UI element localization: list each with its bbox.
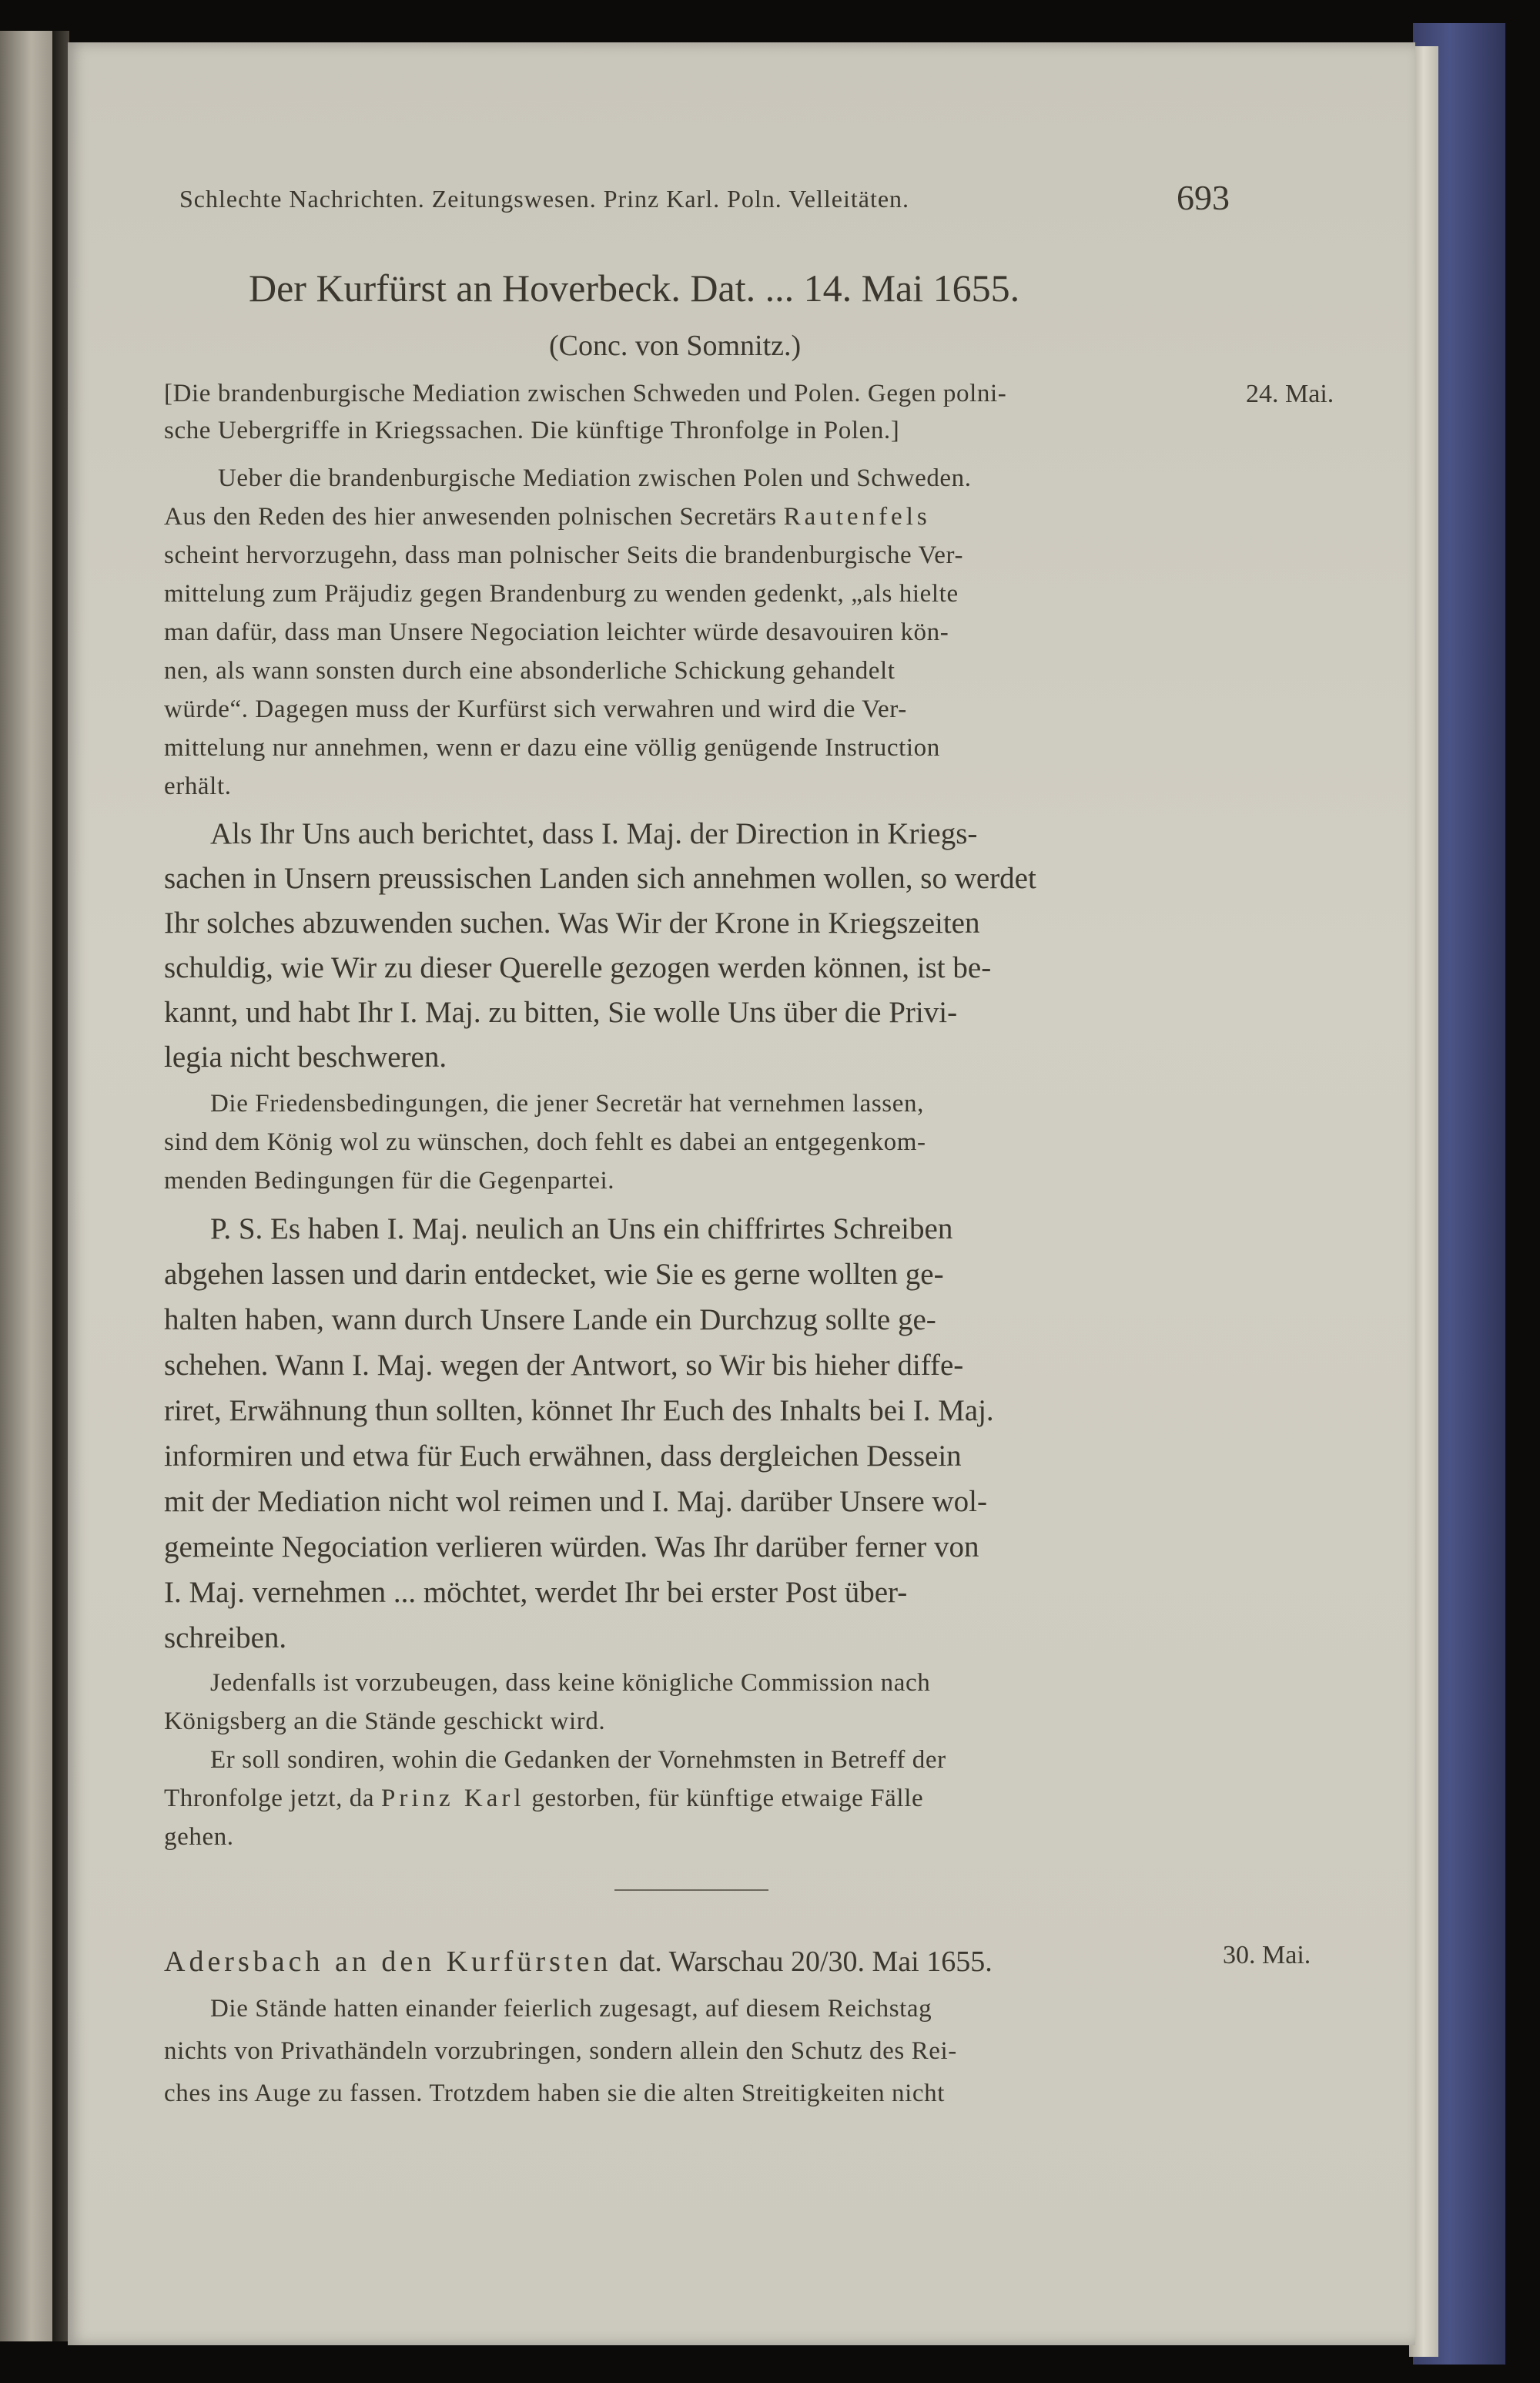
letter-title: Der Kurfürst an Hoverbeck. Dat. ... 14. Mai 1655. — [249, 266, 1020, 310]
text-line: legia nicht beschweren. — [164, 1041, 447, 1074]
letter-date: dat. Warschau 20/30. Mai 1655. — [618, 1946, 993, 1978]
summary-line: sche Uebergriffe in Kriegssachen. Die künftige Thronfolge in Polen.] — [164, 417, 900, 444]
text-line: ches ins Auge zu fassen. Trotzdem haben sie die alten Streitigkeiten nicht — [164, 2080, 946, 2107]
text-line: informiren und etwa für Euch erwähnen, dass dergleichen Dessein — [164, 1440, 962, 1473]
text-line: mittelung nur annehmen, wenn er dazu eine völlig genügende Instruction — [164, 734, 940, 762]
letter-sender: Adersbach an den Kurfürsten — [164, 1946, 612, 1978]
text-line: mittelung zum Präjudiz gegen Brandenburg zu wenden gedenkt, „als hielte — [164, 580, 959, 608]
text-line: scheint hervorzugehn, dass man polnischer Seits die brandenburgische Ver- — [164, 541, 964, 569]
section-divider — [614, 1889, 768, 1891]
text-line: gemeinte Negociation verlieren würden. Was Ihr darüber ferner von — [164, 1530, 979, 1564]
text-line: man dafür, dass man Unsere Negociation leichter würde desavouiren kön- — [164, 618, 949, 646]
text-line: I. Maj. vernehmen ... möchtet, werdet Ihr bei erster Post über- — [164, 1576, 908, 1609]
text-line: Jedenfalls ist vorzubeugen, dass keine königliche Commission nach — [210, 1669, 931, 1697]
text-line: kannt, und habt Ihr I. Maj. zu bitten, Sie wolle Uns über die Privi- — [164, 996, 958, 1029]
text-line — [164, 1785, 923, 1813]
text-line: schuldig, wie Wir zu dieser Querelle gezogen werden können, ist be- — [164, 951, 992, 984]
book-gutter — [52, 31, 69, 2341]
person-name: Prinz Karl — [381, 1785, 525, 1812]
left-page-edge — [0, 31, 52, 2341]
text-segment: Aus den Reden des hier anwesenden polnischen Secretärs — [164, 503, 777, 531]
text-segment: gestorben, für künftige etwaige Fälle — [531, 1785, 924, 1812]
text-line: mit der Mediation nicht wol reimen und I. Maj. darüber Unsere wol- — [164, 1485, 987, 1518]
text-line: Ihr solches abzuwenden suchen. Was Wir der Krone in Kriegszeiten — [164, 907, 980, 940]
text-segment: Thronfolge jetzt, da — [164, 1785, 375, 1812]
text-line: Er soll sondiren, wohin die Gedanken der Vornehmsten in Betreff der — [210, 1746, 946, 1774]
person-name: Rautenfels — [783, 503, 931, 531]
text-line: Die Stände hatten einander feierlich zugesagt, auf diesem Reichstag — [210, 1995, 932, 2023]
text-line: gehen. — [164, 1823, 234, 1851]
text-line: halten haben, wann durch Unsere Lande ein Durchzug sollte ge- — [164, 1303, 936, 1336]
text-line: sachen in Unsern preussischen Landen sich annehmen wollen, so werdet — [164, 862, 1036, 895]
text-line: schehen. Wann I. Maj. wegen der Antwort, so Wir bis hieher diffe- — [164, 1349, 964, 1382]
text-line: P. S. Es haben I. Maj. neulich an Uns ein chiffrirtes Schreiben — [210, 1212, 953, 1245]
text-line: Königsberg an die Stände geschickt wird. — [164, 1708, 606, 1735]
text-line: nichts von Privathändeln vorzubringen, sondern allein den Schutz des Rei- — [164, 2037, 957, 2065]
running-head: Schlechte Nachrichten. Zeitungswesen. Prinz Karl. Poln. Velleitäten. — [179, 185, 910, 213]
text-line — [164, 503, 931, 531]
margin-date: 30. Mai. — [1223, 1941, 1311, 1969]
text-line: Die Friedensbedingungen, die jener Secretär hat vernehmen lassen, — [210, 1090, 924, 1118]
text-line: sind dem König wol zu wünschen, doch fehlt es dabei an entgegenkom- — [164, 1128, 926, 1156]
page-number: 693 — [1177, 178, 1230, 217]
text-line: nen, als wann sonsten durch eine absonderliche Schickung gehandelt — [164, 657, 896, 685]
text-line: abgehen lassen und darin entdecket, wie Sie es gerne wollten ge- — [164, 1258, 944, 1291]
text-line: riret, Erwähnung thun sollten, könnet Ihr Euch des Inhalts bei I. Maj. — [164, 1394, 994, 1427]
text-line: würde“. Dagegen muss der Kurfürst sich verwahren und wird die Ver- — [164, 695, 907, 723]
conc-note: (Conc. von Somnitz.) — [549, 330, 802, 362]
summary-line: [Die brandenburgische Mediation zwischen Schweden und Polen. Gegen polni- — [164, 380, 1007, 407]
text-line: menden Bedingungen für die Gegenpartei. — [164, 1167, 615, 1195]
margin-date: 24. Mai. — [1246, 380, 1334, 408]
text-line: schreiben. — [164, 1621, 287, 1654]
book-page — [68, 42, 1415, 2345]
text-line: Als Ihr Uns auch berichtet, dass I. Maj. der Direction in Kriegs- — [210, 817, 978, 850]
text-line: erhält. — [164, 773, 232, 800]
text-line — [164, 1945, 993, 1979]
text-line: Ueber die brandenburgische Mediation zwischen Polen und Schweden. — [218, 464, 972, 492]
